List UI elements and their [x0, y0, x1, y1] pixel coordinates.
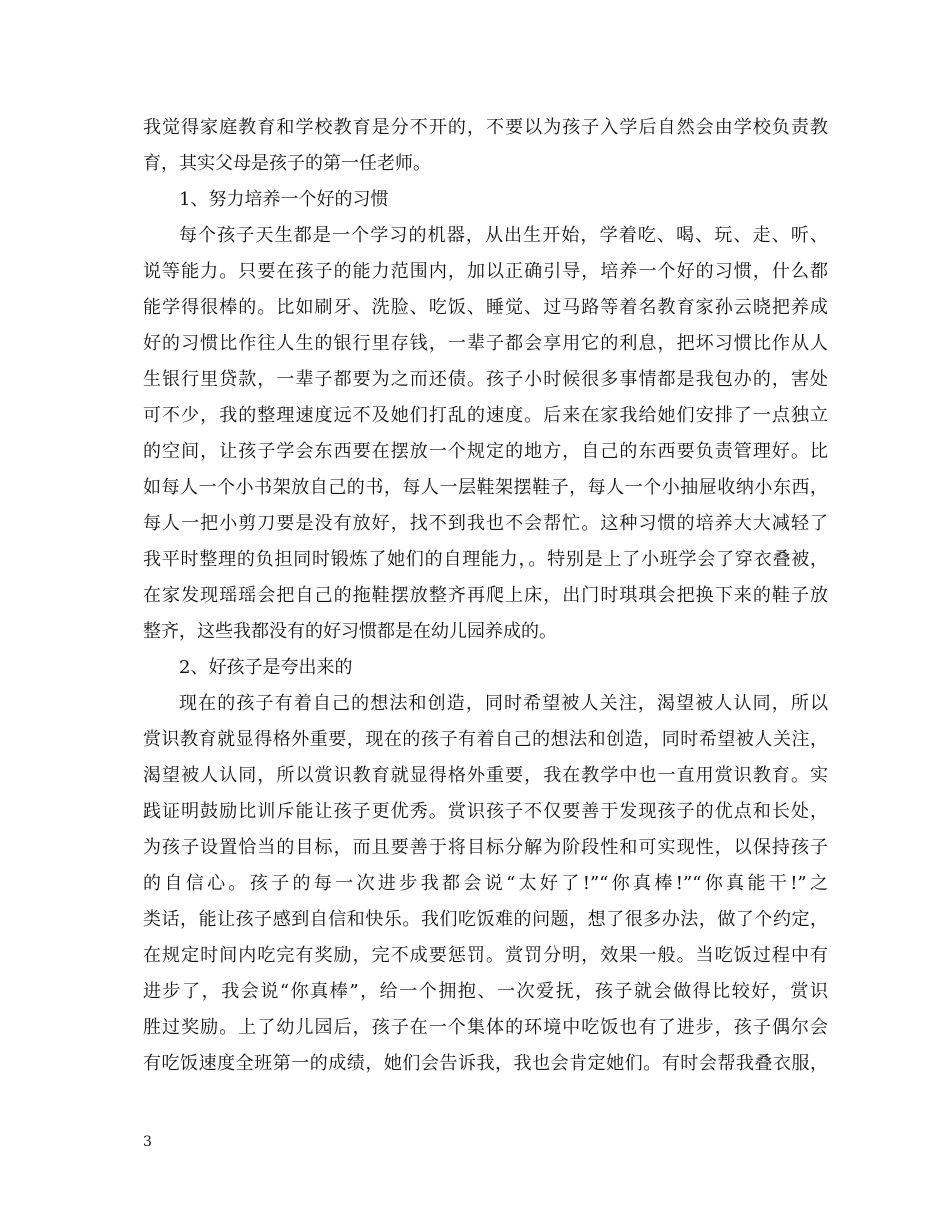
paragraph-line: 如每人一个小书架放自己的书，每人一层鞋架摆鞋子，每人一个小抽屉收纳小东西， [143, 477, 828, 498]
paragraph-line: 育，其实父母是孩子的第一任老师。 [143, 153, 431, 174]
paragraph-line: 在家发现瑶瑶会把自己的拖鞋摆放整齐再爬上床，出门时琪琪会把换下来的鞋子放 [143, 585, 828, 606]
paragraph-line: 在规定时间内吃完有奖励，完不成要惩罚。赏罚分明，效果一般。当吃饭过程中有 [143, 945, 828, 966]
paragraph-line: 的自信心。孩子的每一次进步我都会说“太好了!”“你真棒!”“你真能干!”之 [143, 873, 828, 894]
page-number: 3 [143, 1134, 152, 1150]
paragraph-line: 我平时整理的负担同时锻炼了她们的自理能力，。特别是上了小班学会了穿衣叠被， [143, 549, 828, 570]
paragraph-line: 为孩子设置恰当的目标，而且要善于将目标分解为阶段性和可实现性，以保持孩子 [143, 837, 828, 858]
paragraph-line: 践证明鼓励比训斥能让孩子更优秀。赏识孩子不仅要善于发现孩子的优点和长处， [143, 801, 828, 822]
section-heading: 1、努力培养一个好的习惯 [179, 189, 389, 210]
paragraph-line: 好的习惯比作往人生的银行里存钱，一辈子都会享用它的利息，把坏习惯比作从人 [143, 333, 828, 354]
paragraph-line: 渴望被人认同，所以赏识教育就显得格外重要，我在教学中也一直用赏识教育。实 [143, 765, 828, 786]
paragraph-line: 每人一把小剪刀要是没有放好，找不到我也不会帮忙。这种习惯的培养大大减轻了 [143, 513, 828, 534]
paragraph-line: 有吃饭速度全班第一的成绩，她们会告诉我，我也会肯定她们。有时会帮我叠衣服， [143, 1053, 828, 1074]
paragraph-line: 说等能力。只要在孩子的能力范围内，加以正确引导，培养一个好的习惯，什么都 [143, 261, 828, 282]
paragraph-line: 整齐，这些我都没有的好习惯都是在幼儿园养成的。 [143, 621, 557, 642]
paragraph-line: 赏识教育就显得格外重要，现在的孩子有着自己的想法和创造，同时希望被人关注， [143, 729, 828, 750]
paragraph-line: 进步了，我会说“你真棒”，给一个拥抱、一次爱抚，孩子就会做得比较好，赏识 [143, 981, 828, 1002]
paragraph-line: 的空间，让孩子学会东西要在摆放一个规定的地方，自己的东西要负责管理好。比 [143, 441, 828, 462]
paragraph-line: 我觉得家庭教育和学校教育是分不开的，不要以为孩子入学后自然会由学校负责教 [143, 117, 828, 138]
paragraph-line: 类话，能让孩子感到自信和快乐。我们吃饭难的问题，想了很多办法，做了个约定， [143, 909, 828, 930]
paragraph-line: 可不少，我的整理速度远不及她们打乱的速度。后来在家我给她们安排了一点独立 [143, 405, 828, 426]
paragraph-line: 生银行里贷款，一辈子都要为之而还债。孩子小时候很多事情都是我包办的，害处 [143, 369, 828, 390]
paragraph-line: 每个孩子天生都是一个学习的机器，从出生开始，学着吃、喝、玩、走、听、 [179, 225, 828, 246]
paragraph-line: 胜过奖励。上了幼儿园后，孩子在一个集体的环境中吃饭也有了进步，孩子偶尔会 [143, 1017, 828, 1038]
paragraph-line: 能学得很棒的。比如刷牙、洗脸、吃饭、睡觉、过马路等着名教育家孙云晓把养成 [143, 297, 828, 318]
paragraph-line: 现在的孩子有着自己的想法和创造，同时希望被人关注，渴望被人认同，所以 [179, 693, 828, 714]
section-heading: 2、好孩子是夸出来的 [179, 657, 353, 678]
